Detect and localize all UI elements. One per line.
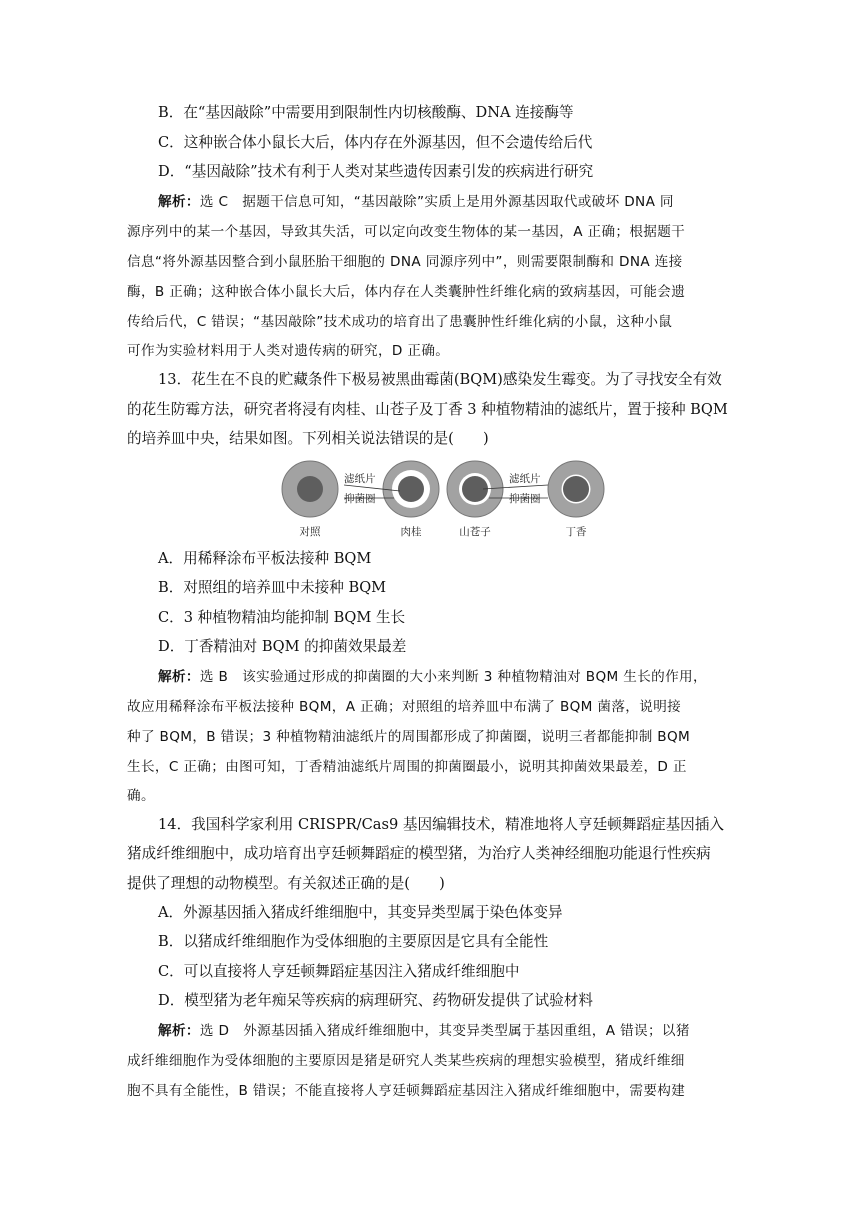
text-line xyxy=(127,429,489,449)
label-inhibition-zone-left: 抑菌圈 xyxy=(344,493,376,505)
analysis-lead: 解析： xyxy=(158,194,200,210)
text-line xyxy=(127,1051,685,1071)
line-text: B．以猪成纤维细胞作为受体细胞的主要原因是它具有全能性 xyxy=(158,933,549,950)
line-text: D．丁香精油对 BQM 的抑菌效果最差 xyxy=(158,638,407,655)
text-line xyxy=(127,341,449,361)
text-line xyxy=(158,637,406,657)
line-text: 确。 xyxy=(127,788,155,804)
text-line xyxy=(158,667,707,687)
text-line xyxy=(158,578,386,598)
filter-paper-cinnamon xyxy=(398,476,424,502)
line-text: 提供了理想的动物模型。有关叙述正确的是( ) xyxy=(127,875,445,892)
line-text: 选 C 据题干信息可知，“基因敲除”实质上是用外源基因取代或破坏 DNA 同 xyxy=(199,194,674,210)
line-text: D．“基因敲除”技术有利于人类对某些遗传因素引发的疾病进行研究 xyxy=(158,163,594,180)
line-text: 胞不具有全能性，B 错误；不能直接将人亨廷顿舞蹈症基因注入猪成纤维细胞中，需要构建 xyxy=(127,1083,686,1099)
line-text: C．3 种植物精油均能抑制 BQM 生长 xyxy=(158,609,406,626)
text-line xyxy=(158,903,563,923)
line-text: C．这种嵌合体小鼠长大后，体内存在外源基因，但不会遗传给后代 xyxy=(158,134,593,151)
line-text: A．外源基因插入猪成纤维细胞中，其变异类型属于染色体变异 xyxy=(158,904,563,921)
line-text: 传给后代，C 错误；“基因敲除”技术成功的培育出了患囊肿性纤维化病的小鼠，这种小鼠 xyxy=(127,314,673,330)
text-line xyxy=(127,312,672,332)
text-line xyxy=(127,727,690,747)
line-text: 的培养皿中央，结果如图。下列相关说法错误的是( ) xyxy=(127,430,489,447)
line-text: 成纤维细胞作为受体细胞的主要原因是猪是研究人类某些疾病的理想实验模型，猪成纤维细 xyxy=(127,1053,685,1069)
line-text: C．可以直接将人亨廷顿舞蹈症基因注入猪成纤维细胞中 xyxy=(158,963,520,980)
filter-paper-control xyxy=(297,476,323,502)
text-line xyxy=(158,991,593,1011)
text-line xyxy=(158,549,371,569)
line-text: D．模型猪为老年痴呆等疾病的病理研究、药物研发提供了试验材料 xyxy=(158,992,593,1009)
dish-control xyxy=(282,461,338,517)
label-filter-paper-right: 滤纸片 xyxy=(509,473,541,485)
filter-paper-clove xyxy=(563,476,589,502)
text-line xyxy=(158,1021,690,1041)
line-text: A．用稀释涂布平板法接种 BQM xyxy=(158,550,372,567)
text-line xyxy=(127,757,687,777)
line-text: 种了 BQM，B 错误；3 种植物精油滤纸片的周围都形成了抑菌圈，说明三者都能抑制 BQM xyxy=(127,729,691,745)
line-text: 酶，B 正确；这种嵌合体小鼠长大后，体内存在人类囊肿性纤维化病的致病基因，可能会遗 xyxy=(127,284,686,300)
caption-cinnamon: 肉桂 xyxy=(400,526,422,538)
analysis-lead: 解析： xyxy=(158,1023,200,1039)
dish-cinnamon xyxy=(383,461,439,517)
text-line xyxy=(158,962,519,982)
line-text: 生长，C 正确；由图可知，丁香精油滤纸片周围的抑菌圈最小，说明其抑菌效果最差，D 正 xyxy=(127,759,687,775)
text-line xyxy=(127,222,685,242)
caption-litsea: 山苍子 xyxy=(459,526,491,538)
text-line xyxy=(158,932,548,952)
line-text: 选 D 外源基因插入猪成纤维细胞中，其变异类型属于基因重组，A 错误；以猪 xyxy=(199,1023,690,1039)
line-text: B．对照组的培养皿中未接种 BQM xyxy=(158,579,387,596)
petri-dish-figure xyxy=(280,458,610,544)
label-filter-paper-left: 滤纸片 xyxy=(344,473,376,485)
line-text: B．在“基因敲除”中需要用到限制性内切核酸酶、DNA 连接酶等 xyxy=(158,104,574,121)
text-line xyxy=(158,608,405,628)
line-text: 13．花生在不良的贮藏条件下极易被黑曲霉菌(BQM)感染发生霉变。为了寻找安全有效 xyxy=(158,371,722,388)
text-line xyxy=(158,192,674,212)
text-line xyxy=(158,370,722,390)
caption-clove: 丁香 xyxy=(565,526,587,538)
text-line xyxy=(127,786,155,806)
dish-litsea xyxy=(447,461,503,517)
line-text: 故应用稀释涂布平板法接种 BQM，A 正确；对照组的培养皿中布满了 BQM 菌落，说明接 xyxy=(127,699,682,715)
analysis-lead: 解析： xyxy=(158,669,200,685)
text-line xyxy=(127,252,683,272)
text-line xyxy=(158,162,593,182)
line-text: 源序列中的某一个基因，导致其失活，可以定向改变生物体的某一基因，A 正确；根据题干 xyxy=(127,224,686,240)
line-text: 信息“将外源基因整合到小鼠胚胎干细胞的 DNA 同源序列中”，则需要限制酶和 DNA 连接 xyxy=(127,254,683,270)
text-line xyxy=(158,133,592,153)
caption-control: 对照 xyxy=(299,526,321,538)
text-line xyxy=(158,103,574,123)
text-line xyxy=(158,815,724,835)
dish-clove xyxy=(548,461,604,517)
label-inhibition-zone-right: 抑菌圈 xyxy=(509,493,541,505)
text-line xyxy=(127,697,681,717)
line-text: 选 B 该实验通过形成的抑菌圈的大小来判断 3 种植物精油对 BQM 生长的作用， xyxy=(199,669,707,685)
line-text: 猪成纤维细胞中，成功培育出亨廷顿舞蹈症的模型猪，为治疗人类神经细胞功能退行性疾病 xyxy=(127,845,711,862)
line-text: 的花生防霉方法，研究者将浸有肉桂、山苍子及丁香 3 种植物精油的滤纸片，置于接种 BQM xyxy=(127,401,728,418)
text-line xyxy=(127,282,685,302)
line-text: 可作为实验材料用于人类对遗传病的研究，D 正确。 xyxy=(127,343,450,359)
text-line xyxy=(127,1081,685,1101)
line-text: 14．我国科学家利用 CRISPR/Cas9 基因编辑技术，精准地将人亨廷顿舞蹈症基因插入 xyxy=(158,816,724,833)
text-line xyxy=(127,400,728,420)
text-line xyxy=(127,844,711,864)
text-line xyxy=(127,874,445,894)
